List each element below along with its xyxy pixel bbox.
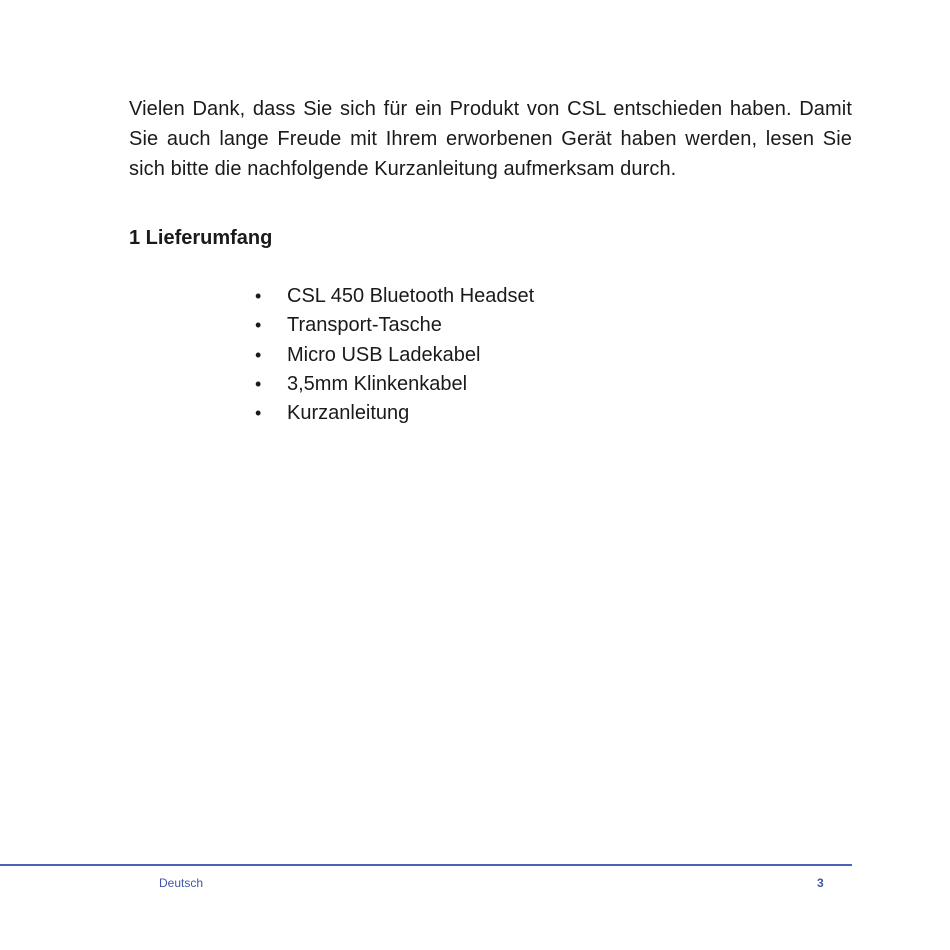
package-contents-list: [255, 282, 534, 428]
list-item: [255, 341, 534, 370]
list-item-label: Micro USB Ladekabel: [287, 343, 481, 366]
list-item: [255, 370, 534, 399]
footer-divider: [0, 864, 852, 866]
list-item-label: CSL 450 Bluetooth Headset: [287, 285, 535, 307]
list-item: [255, 311, 534, 340]
page-number: 3: [817, 876, 824, 890]
section-heading: 1 Lieferumfang: [129, 227, 273, 249]
bullet-icon: •: [255, 344, 262, 365]
intro-paragraph: Vielen Dank, dass Sie sich für ein Produkt von CSL entschieden haben. Damit Sie auch lange Freude mit Ihrem erworbenen Gerät haben werden, lesen Sie sich bitte die nachfolgende Kurzanleitung aufmerksam durch.: [129, 98, 852, 180]
list-item: [255, 399, 534, 428]
list-item-label: Transport-Tasche: [287, 314, 442, 337]
bullet-icon: •: [255, 373, 262, 394]
footer-language-label: Deutsch: [159, 876, 204, 890]
list-item-label: Kurzanleitung: [287, 402, 410, 425]
list-item: [255, 282, 534, 311]
bullet-icon: •: [255, 315, 262, 336]
list-item-label: 3,5mm Klinkenkabel: [287, 372, 468, 395]
bullet-icon: •: [255, 286, 262, 306]
bullet-icon: •: [255, 403, 262, 424]
